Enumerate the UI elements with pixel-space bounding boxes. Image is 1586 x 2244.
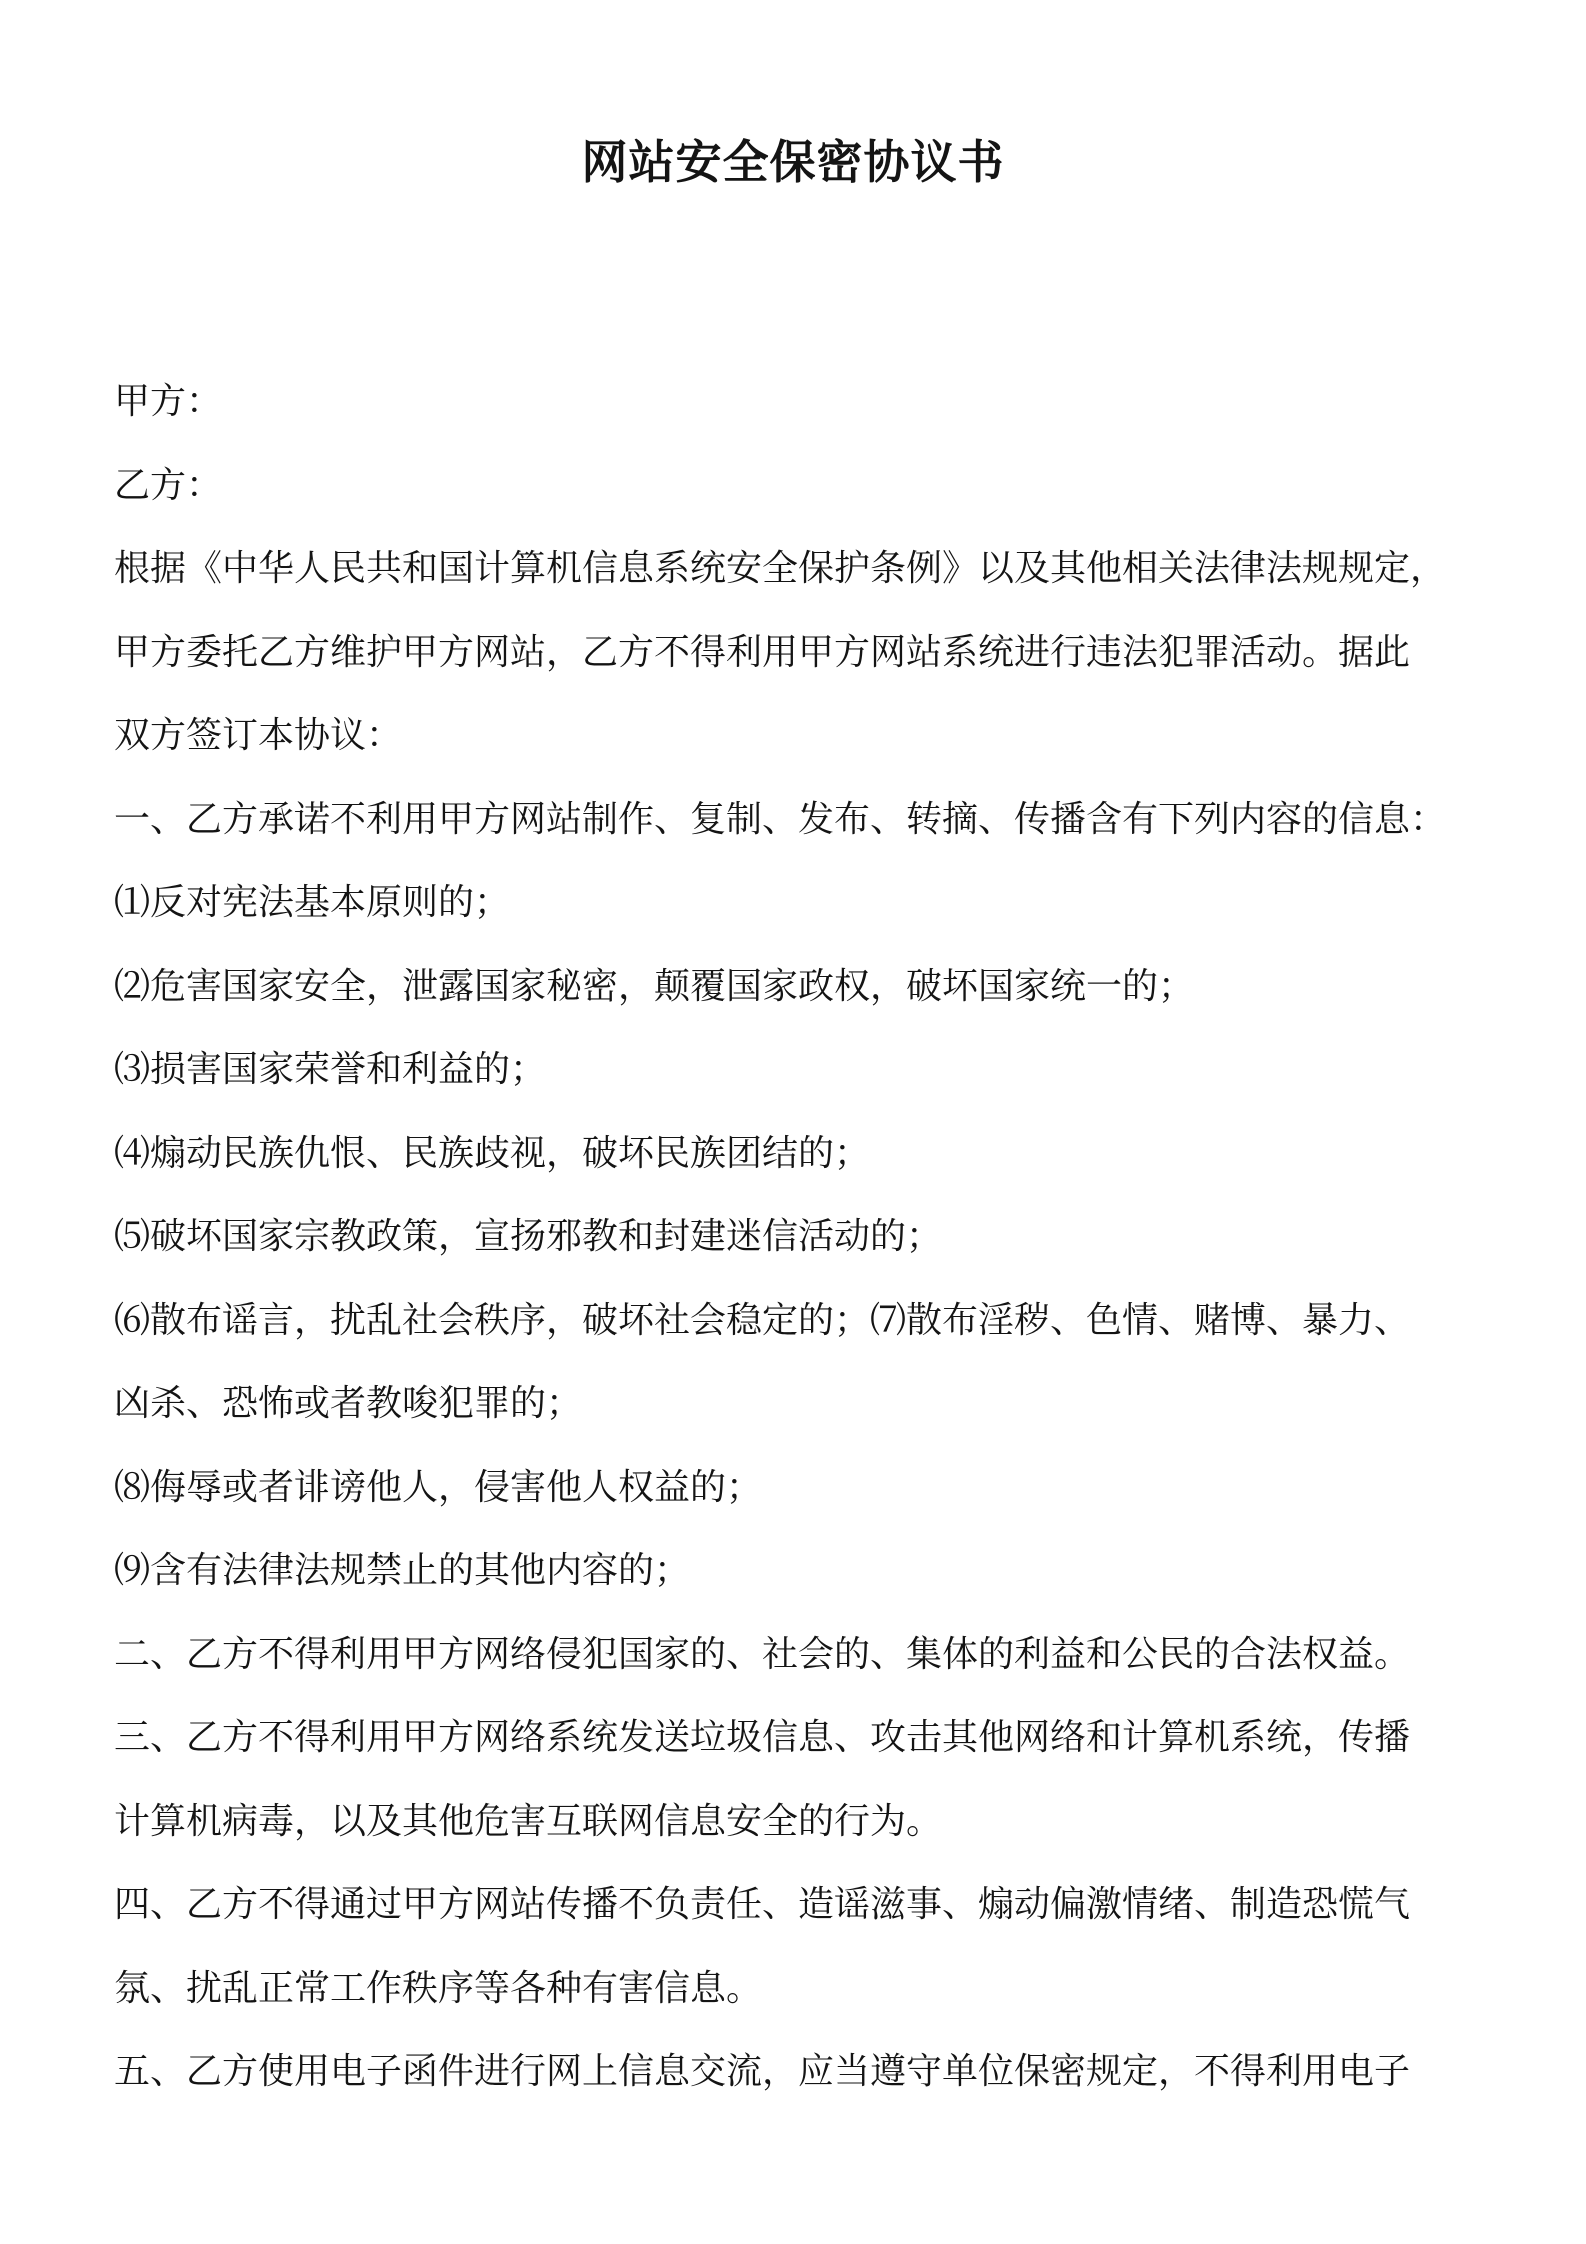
clause-1-item-3: ⑶损害国家荣誉和利益的； bbox=[114, 1049, 547, 1090]
clause-1-item-1: ⑴反对宪法基本原则的； bbox=[114, 882, 511, 923]
clause-1-heading: 一、乙方承诺不利用甲方网站制作、复制、发布、转摘、传播含有下列内容的信息： bbox=[114, 798, 1447, 840]
clause-4-line-1: 四、乙方不得通过甲方网站传播不负责任、造谣滋事、煽动偏激情绪、制造恐慌气 bbox=[114, 1884, 1411, 1925]
document-body bbox=[114, 360, 1486, 2114]
clause-5-line-1: 五、乙方使用电子函件进行网上信息交流，应当遵守单位保密规定，不得利用电子 bbox=[114, 2051, 1411, 2092]
document-title: 网站安全保密协议书 bbox=[581, 135, 1005, 189]
clause-1-item-6-7: ⑹散布谣言，扰乱社会秩序，破坏社会稳定的；⑺散布淫秽、色情、赌博、暴力、 bbox=[114, 1299, 1411, 1341]
clause-1-item-8: ⑻侮辱或者诽谤他人，侵害他人权益的； bbox=[114, 1466, 763, 1508]
clause-4-line-2: 氛、扰乱正常工作秩序等各种有害信息。 bbox=[114, 1967, 763, 2009]
clause-1-item-7-cont: 凶杀、恐怖或者教唆犯罪的； bbox=[114, 1383, 583, 1424]
preamble-line-3: 双方签订本协议： bbox=[114, 715, 403, 756]
preamble-line-1: 根据《中华人民共和国计算机信息系统安全保护条例》以及其他相关法律法规规定， bbox=[114, 548, 1447, 589]
clause-1-item-2: ⑵危害国家安全，泄露国家秘密，颠覆国家政权，破坏国家统一的； bbox=[114, 965, 1195, 1007]
clause-3-line-2: 计算机病毒，以及其他危害互联网信息安全的行为。 bbox=[114, 1800, 943, 1842]
clause-1-item-9: ⑼含有法律法规禁止的其他内容的； bbox=[114, 1550, 691, 1591]
clause-1-item-4: ⑷煽动民族仇恨、民族歧视，破坏民族团结的； bbox=[114, 1132, 871, 1174]
party-b-line: 乙方： bbox=[114, 464, 223, 506]
clause-1-item-5: ⑸破坏国家宗教政策，宣扬邪教和封建迷信活动的； bbox=[114, 1216, 943, 1257]
preamble-line-2: 甲方委托乙方维护甲方网站，乙方不得利用甲方网站系统进行违法犯罪活动。据此 bbox=[114, 631, 1411, 673]
clause-3-line-1: 三、乙方不得利用甲方网络系统发送垃圾信息、攻击其他网络和计算机系统，传播 bbox=[114, 1717, 1411, 1758]
clause-2: 二、乙方不得利用甲方网络侵犯国家的、社会的、集体的利益和公民的合法权益。 bbox=[114, 1633, 1411, 1675]
party-a-line: 甲方： bbox=[114, 381, 223, 422]
